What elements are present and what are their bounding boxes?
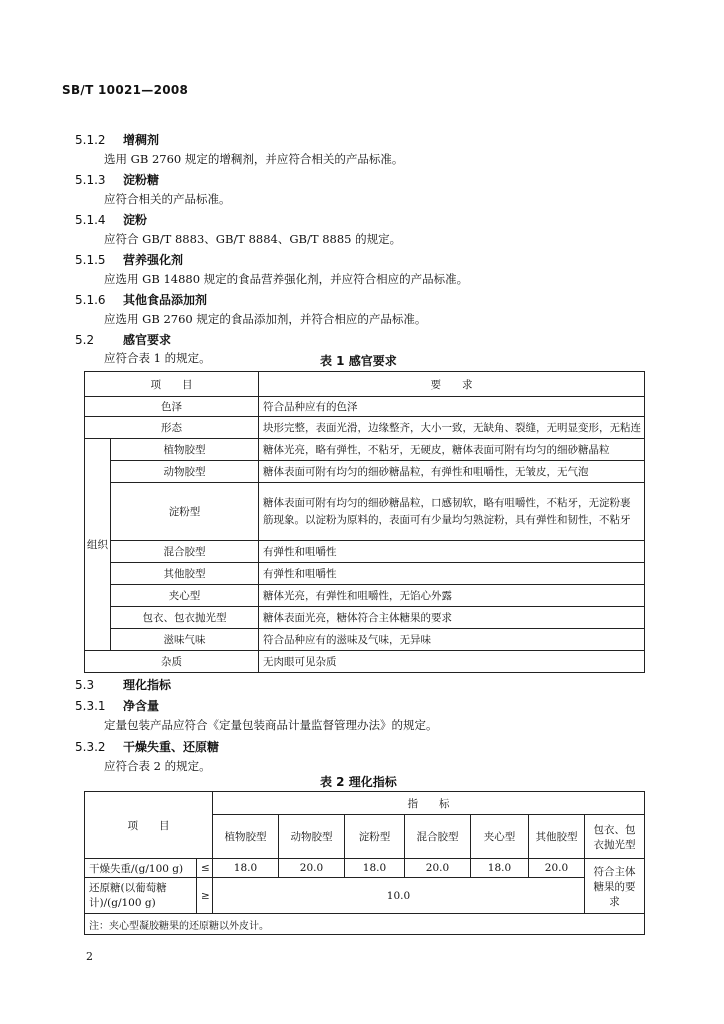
column-header-requirement: 要 求 (259, 372, 645, 397)
row-label: 包衣、包衣抛光型 (111, 607, 259, 629)
table-row (85, 397, 645, 417)
row-label-reducing-sugar: 还原糖(以葡萄糖计)/(g/100 g) (85, 878, 197, 914)
row-requirement: 符合品种应有的滋味及气味，无异味 (259, 629, 645, 651)
value-cell: 18.0 (213, 859, 279, 878)
column-header-starch: 淀粉型 (345, 815, 405, 859)
column-header-animal-gel: 动物胶型 (279, 815, 345, 859)
row-label-drying-loss: 干燥失重/(g/100 g) (85, 859, 197, 878)
value-cell: 10.0 (213, 878, 585, 914)
physicochemical-index-table (84, 791, 645, 935)
section-number: 5.1.4 (75, 213, 106, 227)
section-title: 淀粉 (123, 213, 148, 227)
section-number: 5.1.3 (75, 173, 106, 187)
value-cell: 18.0 (471, 859, 529, 878)
row-label: 动物胶型 (111, 461, 259, 483)
section-5-2-heading (75, 331, 171, 348)
table-header-row (85, 372, 645, 397)
value-cell: 18.0 (345, 859, 405, 878)
table-note: 注：夹心型凝胶糖果的还原糖以外皮计。 (85, 914, 645, 935)
section-5-1-3-heading (75, 171, 159, 188)
table-row (85, 417, 645, 439)
table-row (85, 439, 645, 461)
row-requirement: 糖体表面可附有均匀的细砂糖晶粒，口感韧软，略有咀嚼性，不粘牙，无淀粉裹筋现象。以淀粉为原料的，表面可有少量均匀熟淀粉，具有弹性和韧性，不粘牙 (259, 483, 645, 541)
row-requirement: 符合品种应有的色泽 (259, 397, 645, 417)
section-5-1-2-text: 选用 GB 2760 规定的增稠剂，并应符合相关的产品标准。 (104, 152, 404, 166)
row-label: 色泽 (85, 397, 259, 417)
section-5-1-6-text: 应选用 GB 2760 规定的食品添加剂，并符合相应的产品标准。 (104, 312, 427, 326)
section-title: 净含量 (123, 699, 160, 713)
row-requirement: 有弹性和咀嚼性 (259, 541, 645, 563)
column-header-index: 指 标 (213, 792, 645, 815)
table-row (85, 607, 645, 629)
section-number: 5.1.6 (75, 293, 106, 307)
section-title: 感官要求 (123, 333, 172, 347)
column-header-item: 项 目 (85, 792, 213, 859)
section-number: 5.1.2 (75, 133, 106, 147)
table-row (85, 483, 645, 541)
row-requirement: 糖体光亮，有弹性和咀嚼性，无馅心外露 (259, 585, 645, 607)
table-row (85, 859, 645, 878)
row-requirement: 块形完整，表面光滑，边缘整齐，大小一致，无缺角、裂缝，无明显变形，无粘连 (259, 417, 645, 439)
section-5-1-6-heading (75, 291, 207, 308)
table-row (85, 461, 645, 483)
row-label: 杂质 (85, 651, 259, 673)
row-label: 夹心型 (111, 585, 259, 607)
group-label-texture: 组织 (85, 439, 111, 651)
value-cell: 20.0 (529, 859, 585, 878)
section-5-3-2-text: 应符合表 2 的规定。 (104, 759, 211, 773)
section-5-1-4-text: 应符合 GB/T 8883、GB/T 8884、GB/T 8885 的规定。 (104, 232, 402, 246)
table-note-row (85, 914, 645, 935)
row-label: 淀粉型 (111, 483, 259, 541)
section-5-1-3-text: 应符合相关的产品标准。 (104, 192, 231, 206)
section-title: 理化指标 (123, 678, 172, 692)
row-requirement: 有弹性和咀嚼性 (259, 563, 645, 585)
section-number: 5.3.1 (75, 699, 106, 713)
row-label: 滋味气味 (111, 629, 259, 651)
section-number: 5.2 (75, 333, 95, 347)
section-number: 5.1.5 (75, 253, 106, 267)
section-5-1-4-heading (75, 211, 147, 228)
row-label: 混合胶型 (111, 541, 259, 563)
row-requirement: 糖体表面可附有均匀的细砂糖晶粒，有弹性和咀嚼性，无皱皮，无气泡 (259, 461, 645, 483)
table-row (85, 563, 645, 585)
table2-caption: 表 2 理化指标 (320, 775, 397, 789)
row-label: 其他胶型 (111, 563, 259, 585)
column-header-mixed-gel: 混合胶型 (405, 815, 471, 859)
section-number: 5.3.2 (75, 740, 106, 754)
comparison-symbol: ≥ (197, 878, 213, 914)
column-header-other-gel: 其他胶型 (529, 815, 585, 859)
column-header-filled: 夹心型 (471, 815, 529, 859)
column-header-item: 项 目 (85, 372, 259, 397)
comparison-symbol: ≤ (197, 859, 213, 878)
value-cell: 20.0 (405, 859, 471, 878)
row-label: 形态 (85, 417, 259, 439)
section-5-2-text: 应符合表 1 的规定。 (104, 351, 211, 365)
table-row (85, 651, 645, 673)
standard-code: SB/T 10021—2008 (62, 83, 189, 97)
value-cell: 20.0 (279, 859, 345, 878)
section-title: 营养强化剂 (123, 253, 184, 267)
row-label: 植物胶型 (111, 439, 259, 461)
page-number: 2 (86, 950, 93, 963)
section-title: 淀粉糖 (123, 173, 160, 187)
section-title: 增稠剂 (123, 133, 160, 147)
section-5-3-heading (75, 676, 171, 693)
table-row (85, 541, 645, 563)
section-number: 5.3 (75, 678, 95, 692)
column-header-coated: 包衣、包衣抛光型 (585, 815, 645, 859)
section-5-3-1-text: 定量包装产品应符合《定量包装商品计量监督管理办法》的规定。 (104, 718, 438, 732)
section-5-3-1-heading (75, 697, 159, 714)
sensory-requirements-table (84, 371, 645, 673)
section-5-1-5-text: 应选用 GB 14880 规定的食品营养强化剂，并应符合相应的产品标准。 (104, 272, 469, 286)
section-5-1-5-heading (75, 251, 183, 268)
table-row (85, 585, 645, 607)
row-requirement: 无肉眼可见杂质 (259, 651, 645, 673)
column-header-plant-gel: 植物胶型 (213, 815, 279, 859)
table-header-row (85, 792, 645, 815)
table-row (85, 629, 645, 651)
table-row (85, 878, 645, 914)
section-5-3-2-heading (75, 738, 219, 755)
section-5-1-2-heading (75, 131, 159, 148)
section-title: 其他食品添加剂 (123, 293, 208, 307)
table1-caption: 表 1 感官要求 (320, 354, 397, 368)
section-title: 干燥失重、还原糖 (123, 740, 220, 754)
row-requirement: 糖体表面光亮，糖体符合主体糖果的要求 (259, 607, 645, 629)
coated-requirement-cell: 符合主体糖果的要求 (585, 859, 645, 914)
row-requirement: 糖体光亮，略有弹性，不粘牙，无硬皮，糖体表面可附有均匀的细砂糖晶粒 (259, 439, 645, 461)
